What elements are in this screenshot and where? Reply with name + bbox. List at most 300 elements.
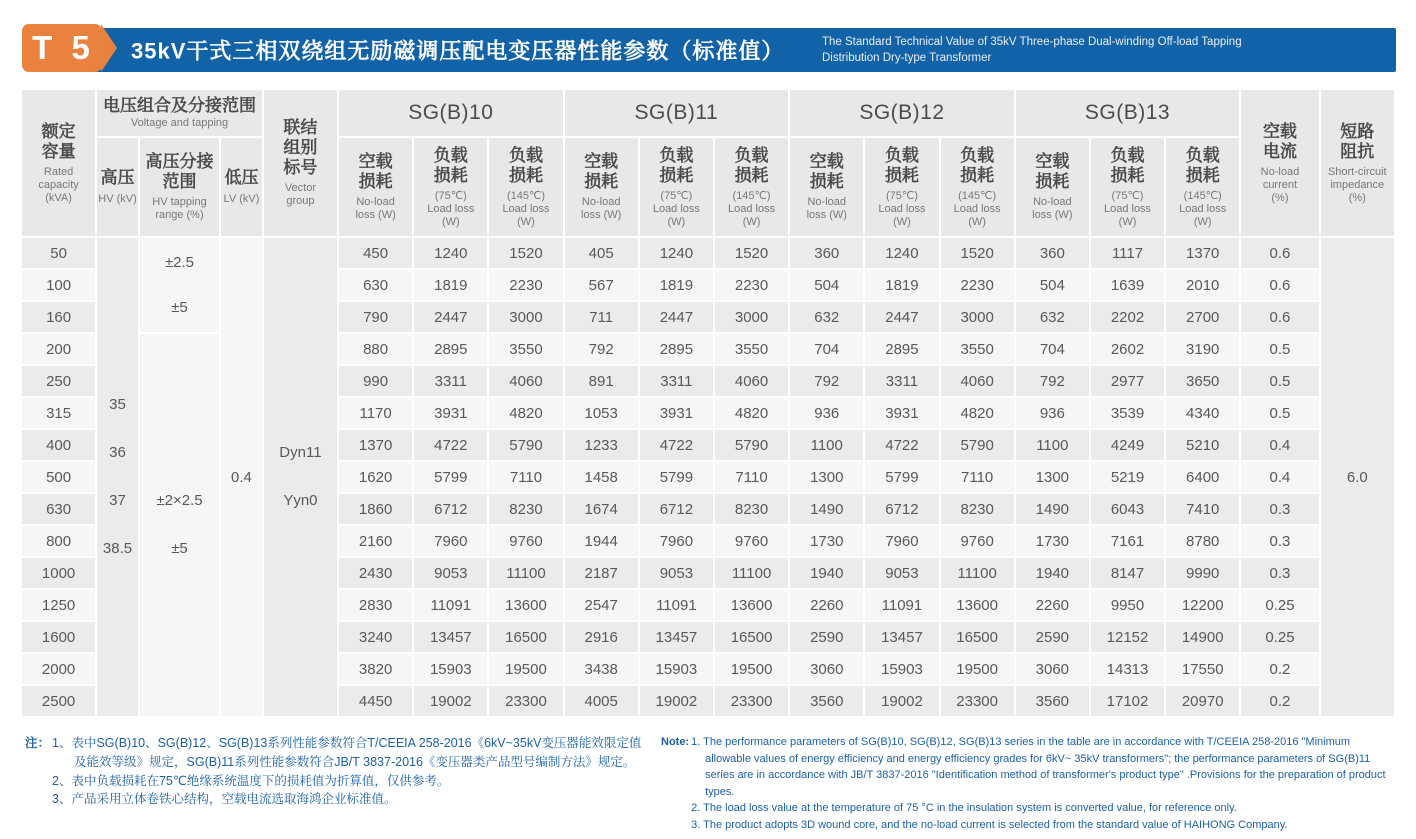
tapping-range-lower-cell (140, 334, 219, 716)
subcol-zh: 负载损耗 (508, 145, 543, 185)
loss-value-cell: 3550 (489, 334, 562, 364)
loss-value-cell: 7161 (1091, 526, 1164, 556)
header-no-load-current-en: No-load current (%) (1260, 165, 1300, 204)
loss-value-cell: 450 (339, 238, 412, 268)
loss-value-cell: 16500 (941, 622, 1014, 652)
no-load-current-cell: 0.4 (1241, 430, 1318, 460)
loss-value-cell: 792 (565, 334, 638, 364)
vector-group-cell (264, 238, 337, 716)
loss-value-cell: 2447 (865, 302, 938, 332)
header-SG(B)13-subcol-0 (1016, 138, 1089, 236)
loss-value-cell: 4820 (715, 398, 788, 428)
loss-value-cell: 3539 (1091, 398, 1164, 428)
loss-value-cell: 3311 (414, 366, 487, 396)
loss-value-cell: 2230 (941, 270, 1014, 300)
subcol-en: (75℃) Load loss (W) (1103, 189, 1152, 228)
loss-value-cell: 19500 (941, 654, 1014, 684)
loss-value-cell: 3438 (565, 654, 638, 684)
loss-value-cell: 13600 (489, 590, 562, 620)
table-number-label: T 5 (32, 29, 95, 66)
footnote-chinese-lines (52, 734, 653, 809)
loss-value-cell: 6712 (865, 494, 938, 524)
footnote-line: 1、表中SG(B)10、SG(B)12、SG(B)13系列性能参数符合T/CEEIA 258-2016《6kV~35kV变压器能效限定值及能效等级》规定，SG(B)11系列性能参数符合JB/T 3837-2016《变压器类产品型号编制方法》规定。 (52, 736, 642, 769)
loss-value-cell: 3931 (414, 398, 487, 428)
loss-value-cell: 4060 (489, 366, 562, 396)
loss-value-cell: 6043 (1091, 494, 1164, 524)
header-series-sgb10 (339, 90, 563, 136)
loss-value-cell: 1860 (339, 494, 412, 524)
loss-value-cell: 936 (1016, 398, 1089, 428)
subcol-zh: 空载损耗 (584, 151, 619, 192)
loss-value-cell: 2590 (1016, 622, 1089, 652)
loss-value-cell: 1490 (790, 494, 863, 524)
loss-value-cell: 1620 (339, 462, 412, 492)
loss-value-cell: 2895 (865, 334, 938, 364)
loss-value-cell: 14313 (1091, 654, 1164, 684)
loss-value-cell: 7960 (640, 526, 713, 556)
no-load-current-cell: 0.5 (1241, 366, 1318, 396)
loss-value-cell: 13600 (715, 590, 788, 620)
subcol-en: No-load loss (W) (806, 196, 847, 222)
header-impedance-zh: 短路阻抗 (1340, 121, 1375, 161)
subcol-en: No-load loss (W) (581, 196, 622, 222)
loss-value-cell: 8230 (941, 494, 1014, 524)
tapping-range-upper-cell (140, 238, 219, 332)
table-row (22, 238, 1394, 268)
capacity-cell: 400 (22, 430, 95, 460)
subcol-en: (145℃) Load loss (W) (1179, 189, 1227, 228)
header-SG(B)11-subcol-0 (565, 138, 638, 236)
loss-value-cell: 2447 (414, 302, 487, 332)
no-load-current-cell: 0.3 (1241, 526, 1318, 556)
tapping-range-lower-cell-line: ±2×2.5 (156, 492, 203, 509)
loss-value-cell: 1240 (865, 238, 938, 268)
hv-cell-line: 36 (109, 444, 126, 461)
loss-value-cell: 16500 (715, 622, 788, 652)
header-SG(B)10-subcol-2 (489, 138, 562, 236)
header-SG(B)11-subcol-1 (640, 138, 713, 236)
loss-value-cell: 790 (339, 302, 412, 332)
subcol-en: (145℃) Load loss (W) (502, 189, 550, 228)
header-SG(B)10-subcol-1 (414, 138, 487, 236)
no-load-current-cell: 0.2 (1241, 686, 1318, 716)
header-lv (221, 138, 262, 236)
loss-value-cell: 567 (565, 270, 638, 300)
header-hv-en: HV (kV) (98, 192, 137, 205)
loss-value-cell: 3931 (640, 398, 713, 428)
loss-value-cell: 2230 (489, 270, 562, 300)
loss-value-cell: 2700 (1166, 302, 1239, 332)
loss-value-cell: 2895 (640, 334, 713, 364)
capacity-cell: 160 (22, 302, 95, 332)
subcol-en: (75℃) Load loss (W) (427, 189, 475, 228)
loss-value-cell: 7960 (414, 526, 487, 556)
loss-value-cell: 2590 (790, 622, 863, 652)
vector-group-cell-line: Yyn0 (283, 492, 318, 509)
footnote-chinese (25, 734, 653, 833)
loss-value-cell: 17102 (1091, 686, 1164, 716)
header-vector-group (264, 90, 337, 236)
loss-value-cell: 2202 (1091, 302, 1164, 332)
capacity-cell: 2500 (22, 686, 95, 716)
loss-value-cell: 1117 (1091, 238, 1164, 268)
subcol-zh: 负载损耗 (734, 145, 769, 185)
page-title-zh: 35kV干式三相双绕组无励磁调压配电变压器性能参数（标准值） (131, 38, 785, 64)
series-name-sgb11: SG(B)11 (634, 101, 719, 124)
no-load-current-cell: 0.5 (1241, 334, 1318, 364)
header-voltage-tapping-group (97, 90, 262, 136)
page-title-en (822, 34, 1382, 66)
loss-value-cell: 5790 (489, 430, 562, 460)
header-tapping-range-en: HV tapping range (%) (152, 196, 207, 222)
no-load-current-cell: 0.3 (1241, 494, 1318, 524)
capacity-cell: 1000 (22, 558, 95, 588)
no-load-current-cell: 0.6 (1241, 238, 1318, 268)
header-SG(B)11-subcol-2 (715, 138, 788, 236)
loss-value-cell: 1520 (941, 238, 1014, 268)
loss-value-cell: 1639 (1091, 270, 1164, 300)
loss-value-cell: 15903 (865, 654, 938, 684)
header-no-load-current (1241, 90, 1318, 236)
loss-value-cell: 23300 (715, 686, 788, 716)
hv-cell (97, 238, 138, 716)
subcol-zh: 负载损耗 (1110, 145, 1145, 185)
header-rated-capacity-en: Rated capacity (kVA) (38, 165, 79, 204)
subcol-zh: 空载损耗 (809, 151, 844, 192)
subcol-zh: 负载损耗 (659, 145, 694, 185)
loss-value-cell: 19500 (715, 654, 788, 684)
loss-value-cell: 3240 (339, 622, 412, 652)
loss-value-cell: 7110 (941, 462, 1014, 492)
no-load-current-cell: 0.25 (1241, 590, 1318, 620)
table-number-badge (22, 24, 102, 72)
header-voltage-tapping-en: Voltage and tapping (130, 117, 229, 130)
capacity-cell: 630 (22, 494, 95, 524)
loss-value-cell: 1730 (1016, 526, 1089, 556)
loss-value-cell: 792 (1016, 366, 1089, 396)
loss-value-cell: 1819 (865, 270, 938, 300)
loss-value-cell: 2977 (1091, 366, 1164, 396)
loss-value-cell: 1940 (1016, 558, 1089, 588)
capacity-cell: 2000 (22, 654, 95, 684)
loss-value-cell: 7110 (715, 462, 788, 492)
loss-value-cell: 704 (1016, 334, 1089, 364)
loss-value-cell: 5210 (1166, 430, 1239, 460)
tapping-range-upper-cell-line: ±2.5 (164, 254, 195, 271)
loss-value-cell: 9053 (414, 558, 487, 588)
loss-value-cell: 2010 (1166, 270, 1239, 300)
loss-value-cell: 4722 (640, 430, 713, 460)
loss-value-cell: 1053 (565, 398, 638, 428)
loss-value-cell: 11091 (414, 590, 487, 620)
no-load-current-cell: 0.5 (1241, 398, 1318, 428)
header-voltage-tapping-zh: 电压组合及分接范围 (103, 95, 256, 115)
loss-value-cell: 6400 (1166, 462, 1239, 492)
parameters-table (20, 88, 1396, 718)
loss-value-cell: 405 (565, 238, 638, 268)
loss-value-cell: 360 (790, 238, 863, 268)
loss-value-cell: 1370 (1166, 238, 1239, 268)
subcol-zh: 负载损耗 (960, 145, 995, 185)
loss-value-cell: 504 (1016, 270, 1089, 300)
loss-value-cell: 3060 (1016, 654, 1089, 684)
loss-value-cell: 4722 (865, 430, 938, 460)
loss-value-cell: 1819 (414, 270, 487, 300)
series-name-sgb13: SG(B)13 (1084, 101, 1171, 124)
loss-value-cell: 4450 (339, 686, 412, 716)
capacity-cell: 1250 (22, 590, 95, 620)
loss-value-cell: 4005 (565, 686, 638, 716)
capacity-cell: 250 (22, 366, 95, 396)
loss-value-cell: 1674 (565, 494, 638, 524)
subcol-zh: 空载损耗 (1035, 151, 1070, 192)
loss-value-cell: 4820 (941, 398, 1014, 428)
subcol-en: No-load loss (W) (1032, 196, 1073, 222)
loss-value-cell: 9950 (1091, 590, 1164, 620)
loss-value-cell: 19002 (414, 686, 487, 716)
header-rated-capacity-zh: 额定容量 (41, 121, 76, 161)
loss-value-cell: 8230 (715, 494, 788, 524)
loss-value-cell: 1240 (414, 238, 487, 268)
capacity-cell: 1600 (22, 622, 95, 652)
loss-value-cell: 3550 (941, 334, 1014, 364)
loss-value-cell: 2230 (715, 270, 788, 300)
loss-value-cell: 11091 (865, 590, 938, 620)
header-SG(B)13-subcol-1 (1091, 138, 1164, 236)
loss-value-cell: 8780 (1166, 526, 1239, 556)
loss-value-cell: 1944 (565, 526, 638, 556)
page-title-en-line2: Distribution Dry-type Transformer (822, 52, 992, 64)
loss-value-cell: 13457 (865, 622, 938, 652)
header-SG(B)10-subcol-0 (339, 138, 412, 236)
loss-value-cell: 3931 (865, 398, 938, 428)
lv-cell: 0.4 (221, 238, 262, 716)
loss-value-cell: 792 (790, 366, 863, 396)
header-SG(B)12-subcol-1 (865, 138, 938, 236)
hv-cell-line: 38.5 (102, 540, 133, 557)
header-vector-group-en: Vector group (284, 182, 317, 208)
loss-value-cell: 15903 (640, 654, 713, 684)
capacity-cell: 100 (22, 270, 95, 300)
no-load-current-cell: 0.6 (1241, 270, 1318, 300)
capacity-cell: 50 (22, 238, 95, 268)
loss-value-cell: 5790 (715, 430, 788, 460)
loss-value-cell: 2260 (790, 590, 863, 620)
loss-value-cell: 2447 (640, 302, 713, 332)
loss-value-cell: 360 (1016, 238, 1089, 268)
header-series-sgb12 (790, 90, 1014, 136)
loss-value-cell: 3000 (941, 302, 1014, 332)
footnote-english (653, 734, 1397, 833)
loss-value-cell: 880 (339, 334, 412, 364)
header-impedance (1321, 90, 1394, 236)
loss-value-cell: 1520 (489, 238, 562, 268)
loss-value-cell: 936 (790, 398, 863, 428)
loss-value-cell: 5219 (1091, 462, 1164, 492)
loss-value-cell: 4820 (489, 398, 562, 428)
loss-value-cell: 9053 (640, 558, 713, 588)
loss-value-cell: 1170 (339, 398, 412, 428)
loss-value-cell: 1490 (1016, 494, 1089, 524)
loss-value-cell: 4060 (715, 366, 788, 396)
loss-value-cell: 2160 (339, 526, 412, 556)
loss-value-cell: 4060 (941, 366, 1014, 396)
loss-value-cell: 1233 (565, 430, 638, 460)
loss-value-cell: 2260 (1016, 590, 1089, 620)
loss-value-cell: 14900 (1166, 622, 1239, 652)
capacity-cell: 315 (22, 398, 95, 428)
loss-value-cell: 3550 (715, 334, 788, 364)
loss-value-cell: 3560 (1016, 686, 1089, 716)
loss-value-cell: 2830 (339, 590, 412, 620)
footnote-english-label: Note: (661, 736, 690, 748)
loss-value-cell: 2547 (565, 590, 638, 620)
header-hv-zh: 高压 (100, 168, 135, 188)
loss-value-cell: 1300 (1016, 462, 1089, 492)
loss-value-cell: 2895 (414, 334, 487, 364)
loss-value-cell: 4249 (1091, 430, 1164, 460)
loss-value-cell: 632 (1016, 302, 1089, 332)
loss-value-cell: 6712 (640, 494, 713, 524)
no-load-current-cell: 0.4 (1241, 462, 1318, 492)
loss-value-cell: 891 (565, 366, 638, 396)
footnote-chinese-label: 注： (25, 736, 51, 750)
subcol-en: (75℃) Load loss (W) (652, 189, 700, 228)
loss-value-cell: 9760 (489, 526, 562, 556)
loss-value-cell: 13457 (640, 622, 713, 652)
header-lv-zh: 低压 (224, 168, 259, 188)
header-no-load-current-zh: 空载电流 (1262, 121, 1297, 161)
loss-value-cell: 9053 (865, 558, 938, 588)
header-SG(B)12-subcol-0 (790, 138, 863, 236)
header-tapping-range (140, 138, 219, 236)
loss-value-cell: 3060 (790, 654, 863, 684)
loss-value-cell: 11100 (715, 558, 788, 588)
header-hv (97, 138, 138, 236)
footnote-line: 3. The product adopts 3D wound core, and the no-load current is selected from the standard value of HAIHONG Company. (691, 818, 1288, 831)
loss-value-cell: 1458 (565, 462, 638, 492)
tapping-range-upper-cell-line: ±5 (171, 299, 188, 316)
loss-value-cell: 5799 (865, 462, 938, 492)
series-name-sgb10: SG(B)10 (408, 101, 494, 124)
subcol-en: (145℃) Load loss (W) (728, 189, 776, 228)
loss-value-cell: 630 (339, 270, 412, 300)
footnote-line: 3、产品采用立体卷铁心结构，空载电流选取海鸿企业标准值。 (52, 792, 397, 807)
loss-value-cell: 1730 (790, 526, 863, 556)
loss-value-cell: 1819 (640, 270, 713, 300)
no-load-current-cell: 0.2 (1241, 654, 1318, 684)
no-load-current-cell: 0.25 (1241, 622, 1318, 652)
loss-value-cell: 13600 (941, 590, 1014, 620)
loss-value-cell: 7110 (489, 462, 562, 492)
loss-value-cell: 1300 (790, 462, 863, 492)
series-name-sgb12: SG(B)12 (859, 101, 945, 124)
loss-value-cell: 23300 (489, 686, 562, 716)
capacity-cell: 800 (22, 526, 95, 556)
loss-value-cell: 5790 (941, 430, 1014, 460)
footnote-line: 2. The load loss value at the temperature of 75 °C in the insulation system is converted value, for reference only. (691, 802, 1237, 814)
loss-value-cell: 6712 (414, 494, 487, 524)
loss-value-cell: 3311 (640, 366, 713, 396)
header-SG(B)12-subcol-2 (941, 138, 1014, 236)
loss-value-cell: 2916 (565, 622, 638, 652)
header-vector-group-zh: 联结组别标号 (283, 117, 318, 178)
loss-value-cell: 5799 (414, 462, 487, 492)
loss-value-cell: 2430 (339, 558, 412, 588)
impedance-cell: 6.0 (1321, 238, 1394, 716)
loss-value-cell: 11100 (489, 558, 562, 588)
header-rated-capacity (22, 90, 95, 236)
capacity-cell: 200 (22, 334, 95, 364)
header-lv-en: LV (kV) (223, 192, 260, 205)
loss-value-cell: 632 (790, 302, 863, 332)
loss-value-cell: 4722 (414, 430, 487, 460)
header-tapping-range-zh: 高压分接范围 (145, 151, 214, 192)
subcol-en: (75℃) Load loss (W) (878, 189, 926, 228)
loss-value-cell: 19002 (865, 686, 938, 716)
loss-value-cell: 11091 (640, 590, 713, 620)
no-load-current-cell: 0.6 (1241, 302, 1318, 332)
loss-value-cell: 704 (790, 334, 863, 364)
loss-value-cell: 7410 (1166, 494, 1239, 524)
tapping-range-lower-cell-line: ±5 (171, 540, 188, 557)
loss-value-cell: 12152 (1091, 622, 1164, 652)
loss-value-cell: 15903 (414, 654, 487, 684)
loss-value-cell: 8147 (1091, 558, 1164, 588)
loss-value-cell: 504 (790, 270, 863, 300)
subcol-zh: 负载损耗 (1185, 145, 1220, 185)
footnote-line: 1. The performance parameters of SG(B)10, SG(B)12, SG(B)13 series in the table are in accordance with T/CEEIA 258-2016 "Minimum allowable values of energy efficiency and energy efficiency grades for 6kV~ 35kV transformers"; the performance parameters of SG(B)11 series are in accordance with JB/T 3837-2016 "Identification method of transformer's product type" .Provisions for the preparation of product types. (691, 736, 1386, 798)
loss-value-cell: 4340 (1166, 398, 1239, 428)
loss-value-cell: 1100 (1016, 430, 1089, 460)
loss-value-cell: 9760 (715, 526, 788, 556)
footnote-english-lines (691, 734, 1397, 833)
loss-value-cell: 5799 (640, 462, 713, 492)
subcol-zh: 负载损耗 (884, 145, 919, 185)
loss-value-cell: 3311 (865, 366, 938, 396)
loss-value-cell: 1240 (640, 238, 713, 268)
loss-value-cell: 17550 (1166, 654, 1239, 684)
subcol-en: (145℃) Load loss (W) (953, 189, 1001, 228)
header-SG(B)13-subcol-2 (1166, 138, 1239, 236)
loss-value-cell: 3000 (715, 302, 788, 332)
loss-value-cell: 19002 (640, 686, 713, 716)
title-banner (57, 28, 1396, 72)
hv-cell-line: 37 (109, 492, 126, 509)
loss-value-cell: 23300 (941, 686, 1014, 716)
loss-value-cell: 3560 (790, 686, 863, 716)
vector-group-cell-line: Dyn11 (279, 444, 322, 461)
loss-value-cell: 13457 (414, 622, 487, 652)
loss-value-cell: 3820 (339, 654, 412, 684)
loss-value-cell: 1940 (790, 558, 863, 588)
loss-value-cell: 2187 (565, 558, 638, 588)
no-load-current-cell: 0.3 (1241, 558, 1318, 588)
capacity-cell: 500 (22, 462, 95, 492)
loss-value-cell: 12200 (1166, 590, 1239, 620)
loss-value-cell: 9760 (941, 526, 1014, 556)
header-series-sgb11 (565, 90, 789, 136)
loss-value-cell: 1520 (715, 238, 788, 268)
subcol-zh: 空载损耗 (358, 151, 393, 192)
loss-value-cell: 2602 (1091, 334, 1164, 364)
loss-value-cell: 3000 (489, 302, 562, 332)
loss-value-cell: 9990 (1166, 558, 1239, 588)
subcol-en: No-load loss (W) (355, 196, 396, 222)
header-series-sgb13 (1016, 90, 1240, 136)
loss-value-cell: 11100 (941, 558, 1014, 588)
loss-value-cell: 3190 (1166, 334, 1239, 364)
